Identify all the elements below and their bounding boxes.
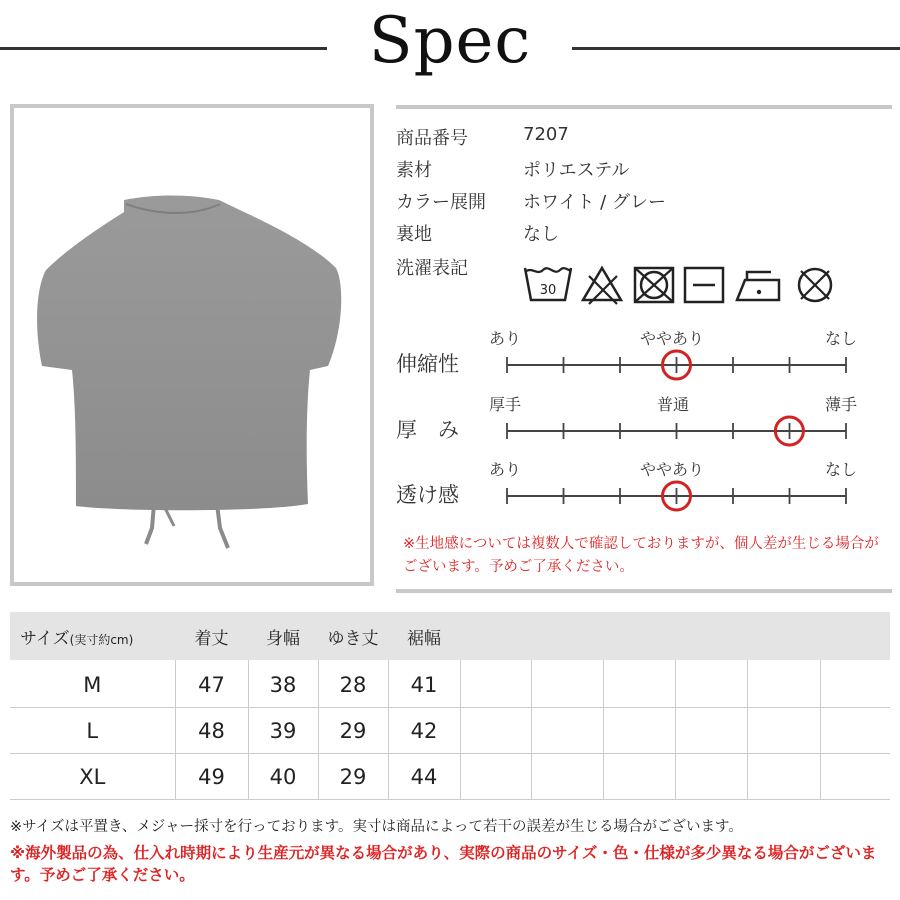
value-cell: 47 xyxy=(175,660,248,708)
scale-stretch xyxy=(396,326,896,390)
spec-value: なし xyxy=(523,224,559,245)
spec-divider-bottom xyxy=(396,589,892,593)
size-cell: M xyxy=(10,660,175,708)
page-title: Spec xyxy=(368,4,532,78)
value-cell: 44 xyxy=(388,754,460,800)
column-header-sleeve: ゆき丈 xyxy=(318,612,388,660)
no-dry-clean-icon xyxy=(799,269,831,301)
value-cell: 38 xyxy=(248,660,318,708)
value-cell: 28 xyxy=(318,660,388,708)
scale-bar xyxy=(396,457,896,521)
value-cell: 29 xyxy=(318,708,388,754)
measurement-note: ※サイズは平置き、メジャー採寸を行っております。実寸は商品によって若干の誤差が生じる場合がございます。 xyxy=(10,819,743,835)
scale-left-label: あり xyxy=(489,329,522,348)
size-cell: XL xyxy=(10,754,175,800)
spec-header xyxy=(0,0,900,100)
value-cell: 29 xyxy=(318,754,388,800)
scale-bar xyxy=(396,392,896,456)
scale-thickness xyxy=(396,392,896,456)
column-header-hem: 裾幅 xyxy=(388,612,460,660)
fabric-feel-note: ※生地感については複数人で確認しておりますが、個人差が生じる場合がございます。予めご了承ください。 xyxy=(403,536,879,575)
scale-right-label: 薄手 xyxy=(825,395,858,414)
value-cell: 48 xyxy=(175,708,248,754)
scale-bar xyxy=(396,326,896,390)
svg-text:30: 30 xyxy=(539,283,557,298)
scale-right-label: なし xyxy=(825,460,858,479)
scale-mid-label: 普通 xyxy=(657,395,690,414)
spec-key: カラー展開 xyxy=(396,192,486,213)
no-bleach-icon xyxy=(583,268,621,304)
iron-low-icon xyxy=(737,272,779,300)
spec-value: ホワイト / グレー xyxy=(523,192,666,213)
scale-right-label: なし xyxy=(825,329,858,348)
gray-top-garment-image xyxy=(14,108,370,582)
value-cell: 39 xyxy=(248,708,318,754)
size-table-header xyxy=(10,612,890,660)
scale-title: 透け感 xyxy=(396,483,459,507)
size-cell: L xyxy=(10,708,175,754)
spec-key: 洗濯表記 xyxy=(396,258,468,279)
overseas-product-note: ※海外製品の為、仕入れ時期により生産元が異なる場合があり、実際の商品のサイズ・色・仕様が多少異なる場合がございます。予めご了承ください。 xyxy=(10,844,877,884)
scale-mid-label: ややあり xyxy=(640,329,705,348)
spec-value: 7207 xyxy=(523,124,569,145)
table-row xyxy=(10,708,890,754)
scale-title: 厚 み xyxy=(396,418,459,442)
care-label-icons xyxy=(523,262,843,308)
value-cell: 49 xyxy=(175,754,248,800)
value-cell: 42 xyxy=(388,708,460,754)
no-tumble-dry-icon xyxy=(635,268,673,302)
scale-left-label: あり xyxy=(489,460,522,479)
product-photo xyxy=(10,104,374,586)
scale-mid-label: ややあり xyxy=(640,460,705,479)
value-cell: 40 xyxy=(248,754,318,800)
size-column-header: サイズ(実寸約cm) xyxy=(10,612,175,660)
spec-key: 素材 xyxy=(396,160,432,181)
size-table xyxy=(10,612,890,800)
table-row xyxy=(10,754,890,800)
table-row xyxy=(10,660,890,708)
spec-value: ポリエステル xyxy=(523,160,630,181)
scale-sheerness xyxy=(396,457,896,521)
spec-key: 商品番号 xyxy=(396,128,468,149)
spec-divider-top xyxy=(396,105,892,109)
spec-key: 裏地 xyxy=(396,224,432,245)
column-header-width: 身幅 xyxy=(248,612,318,660)
value-cell: 41 xyxy=(388,660,460,708)
title-rule-left xyxy=(0,47,327,50)
title-rule-right xyxy=(572,47,900,50)
wash-30-icon xyxy=(525,268,571,300)
scale-title: 伸縮性 xyxy=(396,352,459,376)
column-header-length: 着丈 xyxy=(175,612,248,660)
scale-left-label: 厚手 xyxy=(489,395,522,414)
flat-dry-icon xyxy=(685,268,723,302)
